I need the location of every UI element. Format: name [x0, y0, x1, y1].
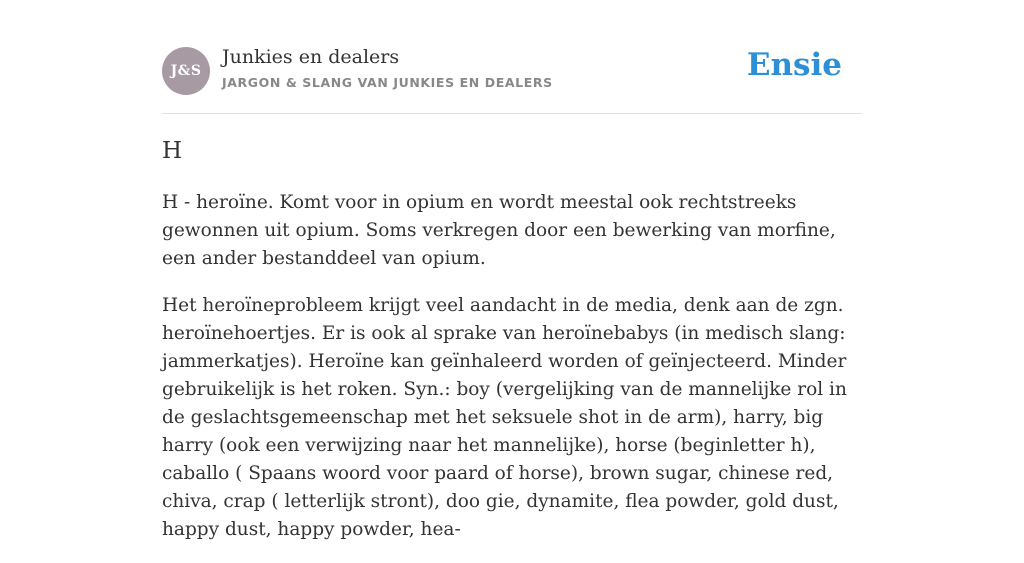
entry-term: H [162, 138, 183, 164]
avatar[interactable]: J&S [162, 47, 210, 95]
dictionary-subtitle: JARGON & SLANG VAN JUNKIES EN DEALERS [222, 75, 553, 90]
definition-paragraph: H - heroïne. Komt voor in opium en wordt meestal ook rechtstreeks gewonnen uit opium. Soms verkregen door een bewerking van morfine, een ander bestanddeel van opium. [162, 192, 836, 269]
page-container [162, 0, 862, 540]
site-header [162, 0, 862, 114]
ensie-logo[interactable]: Ensie [746, 47, 842, 83]
definition-paragraph: Het heroïneprobleem krijgt veel aandacht in de media, denk aan de zgn. heroïnehoertjes. Er is ook al sprake van heroïnebabys (in medisch slang: jammerkatjes). Heroïne kan geïnhaleerd worden of geïnjecteerd. Minder gebruikelijk is het roken. Syn.: boy (vergelijking van de mannelijke rol in de geslachtsgemeenschap met het seksuele shot in de arm), harry, big harry (ook een verwijzing naar het mannelijke), horse (beginletter h), caballo ( Spaans woord voor paard of horse), brown sugar, chinese red, chiva, crap ( letterlijk stront), doo gie, dynamite, flea powder, gold dust, happy dust, happy powder, hea- [162, 295, 847, 540]
entry-definition [162, 189, 864, 563]
dictionary-title[interactable]: Junkies en dealers [222, 46, 400, 68]
